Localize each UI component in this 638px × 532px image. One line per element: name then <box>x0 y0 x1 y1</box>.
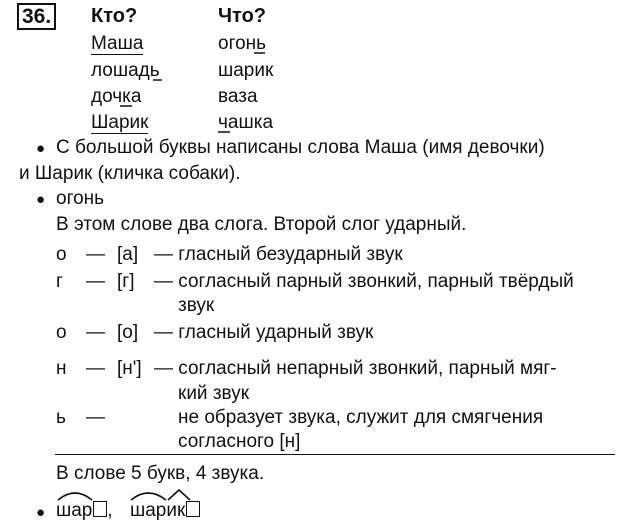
root-arc-icon <box>131 493 166 500</box>
row-desc-cont: звук <box>178 295 215 316</box>
bullet-icon: ● <box>36 504 46 521</box>
who-word: Маша <box>91 33 144 54</box>
what-word: ваза <box>218 86 258 107</box>
row-letter: г <box>56 271 63 292</box>
summary-text: В слове 5 букв, 4 звука. <box>56 463 265 484</box>
row-dash: — <box>86 358 105 379</box>
row-desc: — согласный парный звонкий, парный твёрдый <box>154 271 574 292</box>
what-word: огонь <box>218 33 267 54</box>
capital-note-line1: С большой буквы написаны слова Маша (имя девочки) <box>56 137 545 158</box>
row-dash: — <box>86 407 105 428</box>
exercise-number: 36. <box>17 3 56 30</box>
bullet-icon: ● <box>36 140 46 157</box>
capital-note-line2: и Шарик (кличка собаки). <box>19 163 241 184</box>
divider-line <box>55 454 615 455</box>
row-desc: — согласный непарный звонкий, парный мяг- <box>154 358 557 379</box>
row-desc-cont: кий звук <box>178 383 250 404</box>
ending-box-icon <box>186 501 200 517</box>
what-word: чашка <box>218 112 274 133</box>
scheme-root: шар <box>56 500 93 521</box>
who-word: Шарик <box>91 112 149 133</box>
word-scheme-1: шар , <box>56 500 113 521</box>
ending-box-icon <box>93 501 107 517</box>
row-letter: о <box>56 322 67 343</box>
row-sound: [н'] <box>117 358 142 379</box>
col-what-header: Что? <box>218 5 267 27</box>
suffix-caret-icon <box>168 490 190 500</box>
who-word: лошадь <box>91 60 160 81</box>
scheme-suffix: ик <box>166 500 186 521</box>
row-sound: [г] <box>117 271 135 292</box>
row-desc-cont: согласного [н] <box>178 431 301 452</box>
row-letter: н <box>56 358 67 379</box>
who-word: дочка <box>91 86 142 107</box>
row-desc: — гласный ударный звук <box>154 322 374 343</box>
row-letter: о <box>56 244 67 265</box>
row-sound: [а] <box>117 244 139 265</box>
word-scheme-2 <box>130 501 200 520</box>
row-sound: [о] <box>117 322 139 343</box>
col-who-header: Кто? <box>91 5 138 27</box>
row-letter: ь <box>56 407 66 428</box>
row-dash: — <box>86 244 105 265</box>
scheme-root: шар <box>130 500 167 521</box>
bullet-icon: ● <box>36 191 46 208</box>
syllables-text: В этом слове два слога. Второй слог ударный. <box>56 214 467 235</box>
row-dash: — <box>86 322 105 343</box>
analysis-word: огонь <box>56 188 105 209</box>
row-desc: — гласный безударный звук <box>154 244 403 265</box>
root-arc-icon <box>58 493 92 500</box>
what-word: шарик <box>218 60 274 81</box>
row-dash: — <box>86 271 105 292</box>
row-desc: не образует звука, служит для смягчения <box>178 407 544 428</box>
